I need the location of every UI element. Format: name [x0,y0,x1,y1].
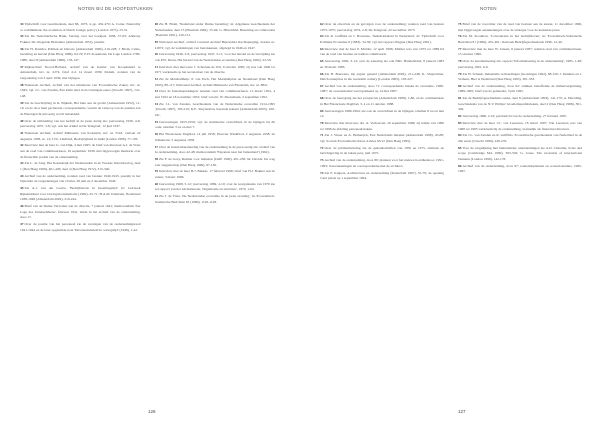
endnote [20,34,141,45]
endnote-number: 84 [458,133,462,138]
endnote-number: 39 [20,100,24,105]
endnote [155,169,276,180]
endnote-number: 76 [458,34,462,39]
endnote [20,161,141,172]
endnote [20,47,141,64]
endnote [320,84,444,95]
endnote-number: 73 [320,158,324,163]
endnote [458,72,582,83]
endnote-number: 72 [320,145,324,150]
left-page [20,22,275,402]
endnote [155,52,276,63]
endnote [20,222,141,233]
endnote [458,133,582,144]
endnote [320,109,444,120]
endnote-number: 43 [20,161,24,166]
endnote-text: Nationaal Archief, archief Centraal Archief Bijzondere Rechtspleging, dossier nr. 41872; vgl. de verklaringen van betrokkenen, afgelegd in 1946 en 1947. [154,39,275,50]
endnote-number: 56 [154,132,158,137]
endnote-text: Zie De Nederlandsche Bank, Verslag over het boekjaar 1938, 57-63; Anthony Fokker, De vliegende Hollander (Amsterdam 1931), passim. [20,34,141,44]
left-page-column-1 [20,22,141,402]
endnote-number: 38 [20,82,24,87]
endnote-text: Zie J.L. van Zanden, Geschiedenis van de Nederlandse economie 1914-1995 (Utrecht 1997), 185-219; K.E. Sluyterman, Kerende kansen (Amsterdam 2003), 160-191. [154,101,275,118]
endnote [20,186,141,203]
endnote-text: Zie J. Visser en A. Hemerijck, Een Nederlands mirakel (Amsterdam 1998), 45-88; vgl. Sociaal-Economische Raad, Advies 95/12 (Den Haag 1995). [320,133,444,143]
endnote-text: Zie J. de Vries, 'De Nederlandse economie in de jaren zeventig', in: Economisch-Statistische Berichten 65 (1980), 1120-1128. [154,194,275,204]
endnote-number: 40 [20,118,24,123]
endnote-text: Over de oliecrisis en de gevolgen voor de onderneming: notulen raad van bestuur 1973-1975; jaarverslag 1974, 2-8; De Telegraaf, 22 november 1973. [320,22,444,32]
endnote-number: 49 [154,39,158,44]
endnote-text: Archief van de onderneming, doos 80: plannen voor het nieuwe hoofdkantoor, 1991-1993; bouwtekeningen en correspondentie met de architect. [320,158,444,168]
endnote [320,121,444,132]
endnote-number: 53 [154,89,158,94]
endnote-text: Zie H. Daalder, Politiek en historie (Amsterdam 1990), 210-228; J. Blom, Crisis, bezetting en herstel (Den Haag 1989), 64-79; E.H. Kossmann, De Lage Landen 1780-1980, deel II (Amsterdam 1986), 133-147. [20,46,141,62]
endnote [155,157,276,168]
endnote [458,146,582,163]
endnote-text: Jaarverslag 1968, 5-12; jaarverslag 1969, 4-10; over de reorganisatie van 1970 zie het rapport van het adviesbureau, 'Organisatie en structuur', 1970, 1-64. [154,181,275,192]
endnote-number: 34 [20,22,24,26]
endnote-text: Zie B. Bouwens, Op papier gesteld (Amsterdam 2004), 211-248; K. Sluyterman, Dutch enterprise in the twentieth century (London 2005), 193-227. [320,71,444,82]
endnote-text: Over de automatisering zie: rapport 'Informatisering in de onderneming', 1985, 1-48; jaarverslag 1991, 6-9. [458,59,582,69]
endnote-text: Zie H. Blom, 'Nederland onder Duitse bezetting', in: Algemene Geschiedenis der Nederlanden, deel 15 (Haarlem 1982), 55-94; G. Hirschfeld, Bezetting en collaboratie (Haarlem 1991), 120-151. [154,22,275,38]
endnote-number: 86 [458,163,462,168]
endnote-text: Jaarverslag 1996, 2-16; persbericht van de onderneming, 27 februari 1997. [462,114,568,119]
endnote-number: 36 [20,46,24,51]
endnote [155,194,276,205]
endnote-number: 77 [458,46,462,51]
endnote-text: Over de jubileumviering zie de gedenkschriften van 1950 en 1975, alsmede de berichtgeving in de lokale pers, juni 1975. [320,145,444,156]
endnote [20,22,141,33]
left-page-column-2 [155,22,276,402]
endnote-text: Archief van de onderneming, doos 97: toekomstplannen en scenariostudies, 1995-1997. [458,163,582,174]
endnote [20,65,141,82]
endnote [155,132,276,143]
endnote-number: 81 [458,96,462,101]
right-page [320,22,582,402]
endnote-number: 47 [20,222,24,227]
endnote-text: Brief van de Duitse Verwalter aan de directie, 7 januari 1941; memorandum 'Zur Lage des Unternehmens', februari 1941, beide in het archief van de onderneming, doos 17. [20,204,141,220]
endnote-number: 69 [320,108,324,113]
endnote-number: 44 [20,173,24,178]
endnote [320,171,444,182]
endnote [320,34,444,45]
page-number-right: 127 [458,409,466,414]
running-header-left: NOTEN BIJ DE HOOFDSTUKKEN [78,6,153,11]
endnote-text: Zie de Bedrijfsgeschiedenis-reeks, deel 8 (Amsterdam 1993), 141-170; A. Heerding, Geschiedenis van de N.V. Philips' Gloeilampenfabrieken, deel 2 (Den Haag 1986), 301-349. [458,96,582,112]
endnote [458,47,582,58]
endnote [320,96,444,107]
endnote-text: Interview met de heer J.C. van Leeuwen, 18 maart 1997; Van Leeuwen was van 1968 tot 1995 werkzaam bij de onderneming, laatstelijk als financieel directeur. [458,121,582,131]
endnote-text: Tijdschrift voor Geschiedenis, deel 86, 1973, 4, pp. 432-470; A. Carter, Neutrality or commitment: the evolution of Dutch foreign policy (London 1975), 23-31. [20,22,141,32]
endnote-number: 63 [320,34,324,39]
endnote-number: 48 [154,22,158,26]
endnote [320,133,444,144]
endnote [20,174,141,185]
endnote-number: 61 [154,194,158,199]
endnote-text: Over de positie van het personeel zie de verslagen van de ondernemingsraad 1941-1944 en de later opgestelde nota 'Personeelsbeleid in oorlogstijd' (1946), 1-22. [20,222,141,232]
endnote-text: Interview met mevrouw drs. A. Verhoeven, 20 september 1996; zij leidde van 1990 tot 1996 de afdeling personeelszaken. [320,121,444,131]
endnote [458,121,582,132]
endnote-number: 59 [154,169,158,174]
endnote-text: Archief van de onderneming, notulen raad van bestuur 1940-1945, passim; in het bijzonder de vergaderingen van 10 mei, 28 juni en 2 december 1940. [20,173,141,184]
endnote-number: 55 [154,119,158,124]
running-header-right: NOTEN [480,6,497,11]
endnote-text: Interview met de heer G. van Dijk, 4 mei 1995; de brief van directeur A.J. de Vries aan de raad van commissarissen, 18 september 1939, met bijgevoegde memorie over de financiële positie van de onderneming. [20,143,141,159]
endnote-number: 41 [20,131,24,135]
endnote-text: Interview met mevrouw J. Schouten-de Wit, 9 oktober 1995; zij was van 1946 tot 1971 werkzaam op het secretariaat van de directie. [154,64,275,75]
endnote-text: Zie J.L. van Zanden en R. Griffiths, Economische geschiedenis van Nederland in de 20e eeuw (Utrecht 1989), 240-276. [458,133,582,143]
endnote-number: 64 [320,46,324,51]
endnote [458,96,582,113]
endnote [20,101,141,118]
endnote [458,84,582,95]
endnote [155,40,276,51]
endnote [20,143,141,160]
endnote-text: Over de uitbreiding van het bedrijf in de jaren dertig zie: jaarverslag 1936, 4-6; jaarverslag 1937, 3-8; vgl. ook het artikel in De Telegraaf, 12 juni 1937. [20,118,141,129]
endnote-number: 65 [320,59,324,64]
endnote-number: 66 [320,71,324,76]
endnote-number: 80 [458,83,462,88]
endnote [458,164,582,175]
endnote [458,59,582,70]
endnote-text: Over de internationalisering van de onderneming in de jaren zestig zie: archief van de onderneming, doos 42-48; memorandum 'Expansie naar het buitenland' (1962). [154,144,275,155]
endnote [155,102,276,119]
endnote-number: 54 [154,101,158,106]
endnote-number: 85 [458,145,462,150]
page-number-left: 126 [148,409,156,414]
endnote [20,119,141,130]
endnote-text: Jaarverslag 1982, 3-14; over de sanering zie ook NRC Handelsblad, 8 januari 1983 en 30 maart 1983. [320,59,444,69]
endnote [320,158,444,169]
endnote-number: 42 [20,143,24,148]
endnote-number: 79 [458,71,462,76]
endnote-text: Archief van de onderneming, doos 71: correspondentie inzake de overname, 1986-1987; de overeenkomst werd getekend op 14 mei 1987. [320,83,444,94]
endnote-number: 78 [458,59,462,64]
endnote-number: 52 [154,77,158,82]
endnote-number: 58 [154,156,158,161]
endnote [458,22,582,33]
endnote [320,22,444,33]
endnote-number: 60 [154,181,158,186]
endnote-text: Voor de vergelijking met buitenlandse ondernemingen zie A.D. Chandler, Scale and scope (Cambridge MA 1990), 393-502; G. Jones, The evolution of international business (London 1996), 142-178. [458,145,582,161]
endnote-text: Zie R. Griffiths en J. Bouwens, 'Industriebeleid in Nederland', in: Tijdschrift voor Politieke Economie 6 (1983), 34-59; vgl. het rapport-Wagner (Den Haag 1981). [320,34,444,44]
endnote-text: Nationaal Archief, archief van het ministerie van Economische Zaken, inv. nr. 1845; vgl. J.L. van Zanden, Een klein land in de twintigste eeuw (Utrecht 1997), 141-148. [20,82,141,98]
endnote [320,72,444,83]
right-page-column-1 [320,22,444,402]
endnote-text: Zie M. Kooiman, 'Concentratie in het bedrijfsleven', in: Economisch-Statistische Berichten 81 (1996), 455-461; Jaarboek Bedrijfsgeschiedenis 1996, 12-40. [458,34,582,44]
endnote-number: 57 [154,144,158,149]
endnote-number: 75 [458,22,462,26]
endnote-text: Jaarverslag 1946, 2-9; jaarverslag 1947, 3-11; voor het herstel na de bevrijding zie ook P.W. Klein, Het herstel van de Nederlandse economie (Den Haag 1984), 22-58. [154,52,275,62]
endnote [155,22,276,39]
endnote [155,77,276,88]
endnote-text: Zie H. Schenk, Industriële verhoudingen (Groningen 1992), 88-120; J. Dankers en J. Verheul, Hier is Nederland (Den Haag 1995), 301-333. [458,71,582,82]
endnote [320,47,444,58]
endnote-number: 62 [320,22,324,26]
endnote [20,83,141,100]
endnote-text: Zie de beschrijving in K. Bijkerk, Het huis aan de gracht (Amsterdam 1952), 11-19, en de door hem geciteerde correspondentie, waarin de verkoop van de panden aan de Herengracht uitvoerig wordt behandeld. [20,100,141,116]
endnote-number: 83 [458,121,462,125]
endnote [155,65,276,76]
endnote [155,182,276,193]
endnote-number: 70 [320,121,324,125]
endnote-number: 68 [320,96,324,101]
endnote-number: 50 [154,52,158,57]
endnote-number: 45 [20,186,24,191]
endnote-text: Het Financieele Dagblad, 14 juli 1958; Elsevier Weekblad, 2 augustus 1958; de Volkskrant, 5 augustus 1958. [154,132,275,142]
endnote [155,89,276,100]
endnote-number: 35 [20,34,24,39]
endnote-number: 67 [320,83,324,88]
endnote [458,114,582,120]
endnote [155,145,276,156]
endnote-text: Interview met de heer W. Jansen, 6 januari 1997; notulen raad van commissarissen, 15 oktober 1996. [458,46,582,57]
endnote [320,146,444,157]
endnote-text: Jaarverslagen 1989-1994; zie ook de overzichten in de bijlagen, tabellen 8 tot en met 12. [320,108,444,119]
endnote-text: Over de beursgang zie het prospectus (Amsterdam 1988), 1-86, en de commentaren in Het Financieele Dagblad, 3, 4 en 11 oktober 1988. [320,96,444,106]
endnote [20,204,141,221]
endnote-number: 74 [320,170,324,175]
endnote-text: Nationaal Archief, archief Ministerie van Koloniën, inv. nr. 5518, verbaal 22 augustus 1938, nr. 14; J.Th. Lindblad, Bedrijvigheid in Indië (Leiden 1998), 77-103. [20,131,141,141]
endnote-text: Zie F. Kuipers, Architectuur en onderneming (Rotterdam 1997), 55-79; de opening vond plaats op 1 september 1994. [320,170,444,181]
endnote-text: Rijksarchief Noord-Holland, archief van de Kamer van Koophandel te Amsterdam, inv. nr. 2274, brief d.d. 14 maart 1939; ibidem, notulen van de vergadering van 3 april 1939, met bijlagen. [20,64,141,80]
endnote-text: Zie de Marshallhulp: P. van Esch, Het Marshallplan en Nederland (Den Haag 1993), 88-117; Nationaal Archief, archief Ministerie van Financiën, inv. nr. 8821. [154,77,275,87]
endnote-text: Brief van de voorzitter van de raad van bestuur aan de auteur, 11 december 1996, met bijgevoegde aantekeningen over de strategie voor de komende jaren. [458,22,582,32]
endnote-number: 51 [154,64,158,69]
endnote-text: Zie L. de Jong, Het Koninkrijk der Nederlanden in de Tweede Wereldoorlog, deel 1 (Den Haag 1969), 401-429; deel 4 (Den Haag 1972), 315-340. [20,161,141,171]
endnote-text: Zie F. de Goey, Ruimte voor industrie (Delft 1990), 201-236; M. Davids, De weg naar zeggenschap (Den Haag 1999), 97-130. [154,156,275,167]
endnote-text: Archief van de onderneming, doos 92: stukken betreffende de milieuvergunning, 1989-1995; brief van de gemeente, 3 juli 1995. [458,83,582,94]
endnote-text: Over de fusiebesprekingen: notulen raad van commissarissen, 12 maart 1952, 4 juni 1952 en 18 november 1952; brief van mr. W. Dreesmann, 2 september 1952. [154,89,275,100]
endnote-text: Zie A.J. van der Leeuw, 'Bedrijfsleven in bezettingstijd', in: Jaarboek Rijksinstituut voor Oorlogsdocumentatie (1982), 45-71; H.A.M. Klemann, Nederland 1938-1948 (Amsterdam 2002), 210-244. [20,186,141,202]
endnote-text: Jaarverslagen 1953-1959; vgl. de statistische overzichten in de bijlagen bij dit boek, tabellen 3 tot en met 7. [154,119,275,130]
right-page-column-2 [458,22,582,402]
endnote [155,120,276,131]
endnote [320,59,444,70]
endnote-number: 46 [20,204,24,209]
endnote-text: Interview met de heer H.J. Bakker, 17 februari 1996; brief van H.J. Bakker aan de auteur, 3 maart 1996. [154,169,275,179]
endnote [458,34,582,45]
endnote-number: 71 [320,133,324,138]
endnote-text: Interview met de heer P. Mulder, 12 april 1996; Mulder was van 1975 tot 1989 lid van de raad van bestuur en nadien commissaris. [320,46,444,57]
endnote-number: 82 [458,114,462,119]
endnote-number: 37 [20,64,24,69]
endnote [20,131,141,142]
